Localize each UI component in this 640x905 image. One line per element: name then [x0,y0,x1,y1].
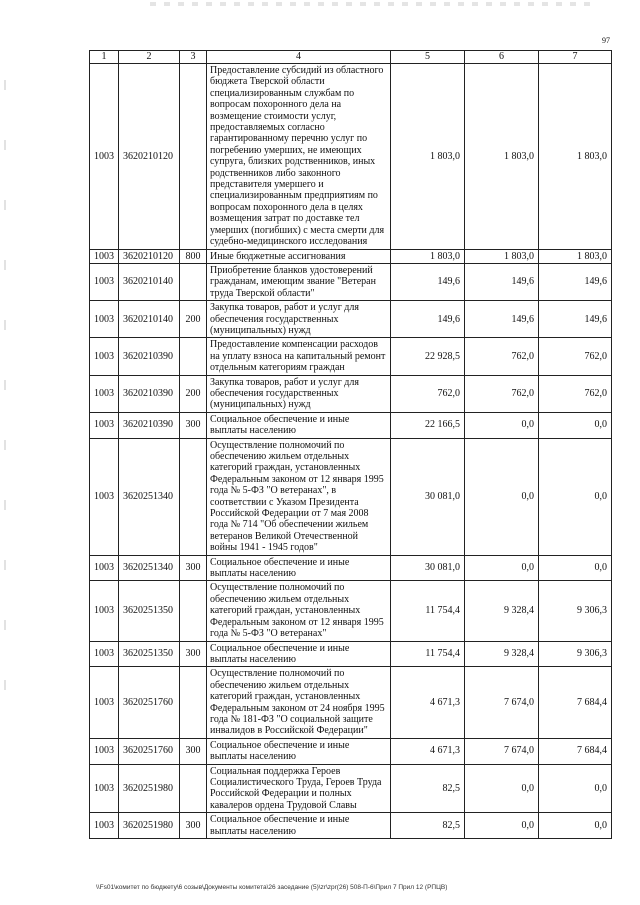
item-name-cell: Закупка товаров, работ и услуг для обеспечения государственных (муниципальных) нужд [207,375,391,412]
amount-col5-cell: 149,6 [391,263,465,300]
section-code-cell: 1003 [90,64,119,250]
amount-col6-cell: 0,0 [465,412,539,438]
item-name-cell: Осуществление полномочий по обеспечению жильем отдельных категорий граждан, установленных Федеральным законом от 12 января 1995 года № 5-ФЗ "О ветеранах", в соответствии с Указом Президента Российской Федерации от 7 мая 2008 года № 714 "Об обеспечении жильем ветеранов Великой Отечественной войны 1941 - 1945 годов" [207,438,391,555]
item-name-cell: Приобретение бланков удостоверений гражданам, имеющим звание "Ветеран труда Тверской области" [207,263,391,300]
section-code-cell: 1003 [90,555,119,581]
amount-col6-cell: 0,0 [465,764,539,813]
amount-col6-cell: 9 328,4 [465,581,539,641]
table-row [90,641,612,667]
table-row [90,375,612,412]
header-cell: 1 [90,51,119,64]
expense-type-cell [180,667,207,738]
amount-col5-cell: 30 081,0 [391,438,465,555]
expense-type-cell [180,338,207,375]
item-name-cell: Социальное обеспечение и иные выплаты населению [207,412,391,438]
table-row [90,249,612,263]
section-code-cell: 1003 [90,813,119,839]
item-name-cell: Осуществление полномочий по обеспечению жильем отдельных категорий граждан, установленных Федеральным законом от 24 ноября 1995 года № 181-ФЗ "О социальной защите инвалидов в Российской Федерации" [207,667,391,738]
section-code-cell: 1003 [90,641,119,667]
amount-col5-cell: 4 671,3 [391,738,465,764]
expense-type-cell [180,263,207,300]
section-code-cell: 1003 [90,438,119,555]
section-code-cell: 1003 [90,412,119,438]
item-name-cell: Социальное обеспечение и иные выплаты населению [207,813,391,839]
amount-col5-cell: 4 671,3 [391,667,465,738]
item-name-cell: Закупка товаров, работ и услуг для обеспечения государственных (муниципальных) нужд [207,301,391,338]
target-article-cell: 3620210120 [119,249,180,263]
amount-col6-cell: 149,6 [465,263,539,300]
section-code-cell: 1003 [90,667,119,738]
amount-col7-cell: 0,0 [539,764,612,813]
budget-table [89,50,612,839]
section-code-cell: 1003 [90,338,119,375]
target-article-cell: 3620210140 [119,301,180,338]
section-code-cell: 1003 [90,764,119,813]
amount-col6-cell: 1 803,0 [465,64,539,250]
target-article-cell: 3620210390 [119,412,180,438]
amount-col7-cell: 1 803,0 [539,64,612,250]
amount-col5-cell: 82,5 [391,813,465,839]
section-code-cell: 1003 [90,263,119,300]
amount-col7-cell: 0,0 [539,412,612,438]
table-row [90,338,612,375]
target-article-cell: 3620251350 [119,581,180,641]
amount-col6-cell: 7 674,0 [465,738,539,764]
page-number: 97 [602,36,610,45]
amount-col7-cell: 9 306,3 [539,581,612,641]
scan-artifact [150,2,590,6]
target-article-cell: 3620251340 [119,555,180,581]
expense-type-cell: 300 [180,555,207,581]
table-row [90,555,612,581]
amount-col7-cell: 1 803,0 [539,249,612,263]
amount-col6-cell: 1 803,0 [465,249,539,263]
amount-col6-cell: 7 674,0 [465,667,539,738]
item-name-cell: Социальное обеспечение и иные выплаты населению [207,641,391,667]
target-article-cell: 3620251980 [119,813,180,839]
table-row [90,263,612,300]
section-code-cell: 1003 [90,738,119,764]
amount-col5-cell: 11 754,4 [391,641,465,667]
target-article-cell: 3620210140 [119,263,180,300]
amount-col5-cell: 149,6 [391,301,465,338]
item-name-cell: Социальное обеспечение и иные выплаты населению [207,555,391,581]
file-path-footer: \\Fs01\комитет по бюджету\6 созыв\Документы комитета\26 заседание (5)\zr\zpr(26) 508-П-6\Прил 7 Прил 12 (РПЦВ) [96,884,448,891]
amount-col7-cell: 9 306,3 [539,641,612,667]
amount-col7-cell: 0,0 [539,555,612,581]
amount-col7-cell: 7 684,4 [539,738,612,764]
table-row [90,438,612,555]
amount-col7-cell: 762,0 [539,338,612,375]
amount-col6-cell: 0,0 [465,438,539,555]
header-row [90,51,612,64]
table-row [90,412,612,438]
target-article-cell: 3620210390 [119,338,180,375]
table-row [90,738,612,764]
table-row [90,301,612,338]
target-article-cell: 3620210120 [119,64,180,250]
amount-col6-cell: 9 328,4 [465,641,539,667]
amount-col7-cell: 149,6 [539,263,612,300]
table-row [90,581,612,641]
table-row [90,764,612,813]
expense-type-cell: 300 [180,641,207,667]
expense-type-cell: 300 [180,412,207,438]
expense-type-cell [180,764,207,813]
amount-col5-cell: 22 928,5 [391,338,465,375]
section-code-cell: 1003 [90,301,119,338]
section-code-cell: 1003 [90,249,119,263]
header-cell: 3 [180,51,207,64]
item-name-cell: Предоставление субсидий из областного бюджета Тверской области специализированным службам по вопросам похоронного дела на возмещение стоимости услуг, предоставляемых согласно гарантированному перечню услуг по погребению умерших, не имеющих супруга, близких родственников, иных родственников либо законного представителя умершего и специализированным предприятиям по вопросам похоронного дела в целях возмещения затрат по доставке тел умерших (погибших) с места смерти для судебно-медицинского исследования [207,64,391,250]
target-article-cell: 3620210390 [119,375,180,412]
amount-col7-cell: 7 684,4 [539,667,612,738]
amount-col5-cell: 762,0 [391,375,465,412]
target-article-cell: 3620251350 [119,641,180,667]
amount-col6-cell: 0,0 [465,555,539,581]
amount-col7-cell: 149,6 [539,301,612,338]
header-cell: 4 [207,51,391,64]
table-row [90,813,612,839]
amount-col6-cell: 762,0 [465,338,539,375]
expense-type-cell [180,581,207,641]
target-article-cell: 3620251760 [119,738,180,764]
section-code-cell: 1003 [90,581,119,641]
item-name-cell: Социальное обеспечение и иные выплаты населению [207,738,391,764]
header-cell: 2 [119,51,180,64]
target-article-cell: 3620251980 [119,764,180,813]
amount-col6-cell: 762,0 [465,375,539,412]
item-name-cell: Осуществление полномочий по обеспечению жильем отдельных категорий граждан, установленных Федеральным законом от 12 января 1995 года № 5-ФЗ "О ветеранах" [207,581,391,641]
expense-type-cell: 800 [180,249,207,263]
scan-margin-marks [4,80,6,720]
expense-type-cell: 300 [180,813,207,839]
amount-col5-cell: 82,5 [391,764,465,813]
expense-type-cell [180,64,207,250]
item-name-cell: Предоставление компенсации расходов на уплату взноса на капитальный ремонт отдельным категориям граждан [207,338,391,375]
amount-col5-cell: 30 081,0 [391,555,465,581]
target-article-cell: 3620251760 [119,667,180,738]
expense-type-cell: 300 [180,738,207,764]
item-name-cell: Социальная поддержка Героев Социалистического Труда, Героев Труда Российской Федерации и полных кавалеров ордена Трудовой Славы [207,764,391,813]
amount-col5-cell: 11 754,4 [391,581,465,641]
table-row [90,667,612,738]
amount-col6-cell: 149,6 [465,301,539,338]
amount-col5-cell: 1 803,0 [391,64,465,250]
expense-type-cell [180,438,207,555]
item-name-cell: Иные бюджетные ассигнования [207,249,391,263]
amount-col7-cell: 0,0 [539,438,612,555]
amount-col5-cell: 1 803,0 [391,249,465,263]
expense-type-cell: 200 [180,375,207,412]
expense-type-cell: 200 [180,301,207,338]
section-code-cell: 1003 [90,375,119,412]
amount-col5-cell: 22 166,5 [391,412,465,438]
header-cell: 5 [391,51,465,64]
header-cell: 7 [539,51,612,64]
table-row [90,64,612,250]
amount-col7-cell: 762,0 [539,375,612,412]
amount-col6-cell: 0,0 [465,813,539,839]
target-article-cell: 3620251340 [119,438,180,555]
amount-col7-cell: 0,0 [539,813,612,839]
header-cell: 6 [465,51,539,64]
